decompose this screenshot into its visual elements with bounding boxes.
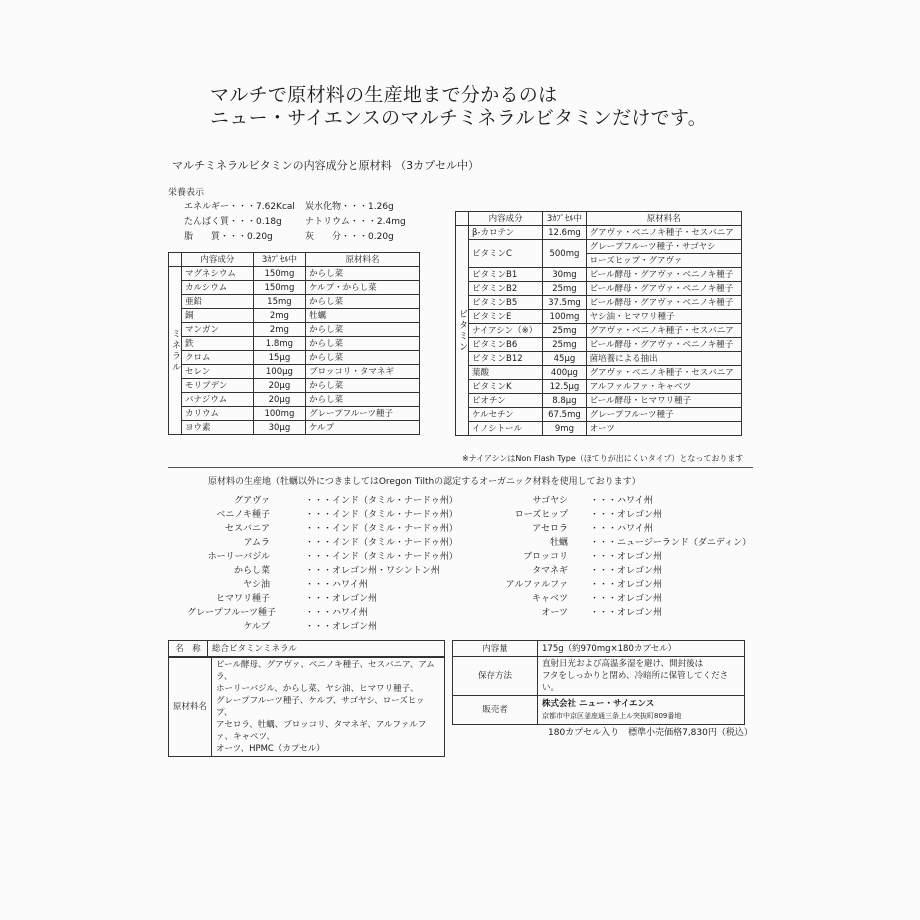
table-row bbox=[169, 267, 420, 281]
origin-name: ブロッコリ bbox=[523, 552, 568, 562]
cell-name: セレン bbox=[182, 365, 254, 379]
cell-material: オーツ bbox=[586, 422, 741, 436]
nutrition-label: エネルギー・・・ bbox=[184, 202, 257, 212]
nutrition-value: 2.4mg bbox=[376, 217, 406, 227]
headline-line-1: マルチで原材料の生産地まで分かるのは bbox=[210, 84, 558, 106]
cell-amount: 1.8mg bbox=[253, 337, 305, 351]
nutrition-value: 0.20g bbox=[368, 232, 394, 242]
seller-value bbox=[538, 696, 745, 725]
table-row bbox=[169, 379, 420, 393]
retail-price: 180カプセル入り 標準小売価格7,830円（税込） bbox=[548, 728, 753, 738]
cell-material: グレープフルーツ種子・サゴヤシ bbox=[586, 240, 741, 254]
header-amount: 3ｶﾌﾟｾﾙ中 bbox=[543, 212, 586, 226]
cell-material: ビール酵母・グアヴァ・ベニノキ種子 bbox=[586, 338, 741, 352]
cell-amount: 2mg bbox=[253, 323, 305, 337]
header-component: 内容成分 bbox=[469, 212, 543, 226]
cell-amount: 100mg bbox=[253, 407, 305, 421]
mineral-table bbox=[168, 252, 420, 435]
table-row bbox=[456, 296, 742, 310]
origin-name: アセロラ bbox=[532, 524, 568, 534]
cell-name: ナイアシン（※） bbox=[469, 324, 543, 338]
cell-amount: 45μg bbox=[543, 352, 586, 366]
cell-name: モリブデン bbox=[182, 379, 254, 393]
cell-name: 亜鉛 bbox=[182, 295, 254, 309]
cell-amount: 12.5μg bbox=[543, 380, 586, 394]
headline bbox=[210, 84, 707, 130]
origin-place: ・・・オレゴン州 bbox=[590, 580, 663, 590]
storage-line: 直射日光および高温多湿を避け、開封後は bbox=[542, 659, 704, 669]
table-row bbox=[456, 310, 742, 324]
origin-place: ・・・ハワイ州 bbox=[305, 608, 368, 618]
cell-name: 鉄 bbox=[182, 337, 254, 351]
cell-material: ケルプ・からし菜 bbox=[306, 281, 420, 295]
seller-label: 販売者 bbox=[453, 696, 538, 725]
origin-place: ・・・ハワイ州 bbox=[305, 580, 368, 590]
cell-name: 銅 bbox=[182, 309, 254, 323]
origin-name: からし菜 bbox=[233, 566, 270, 576]
origin-place: ・・・インド（タミル・ナードゥ州） bbox=[305, 524, 458, 534]
cell-material: ビール酵母・グアヴァ・ベニノキ種子 bbox=[586, 268, 741, 282]
cell-amount: 37.5mg bbox=[543, 296, 586, 310]
cell-name: マグネシウム bbox=[182, 267, 254, 281]
origin-place: ・・・オレゴン州 bbox=[590, 566, 663, 576]
table-row bbox=[169, 351, 420, 365]
cell-amount: 150mg bbox=[253, 281, 305, 295]
cell-amount: 100μg bbox=[253, 365, 305, 379]
origin-name: セスバニア bbox=[224, 524, 270, 534]
table-row bbox=[169, 658, 445, 757]
cell-material: ビール酵母・ヒマワリ種子 bbox=[586, 394, 741, 408]
table-row bbox=[169, 309, 420, 323]
cell-name: ビタミンB5 bbox=[469, 296, 543, 310]
origin-name: グアヴァ bbox=[234, 496, 270, 506]
origin-place: ・・・オレゴン州 bbox=[305, 594, 378, 604]
name-value: 総合ビタミンミネラル bbox=[208, 641, 445, 657]
cell-amount: 67.5mg bbox=[543, 408, 586, 422]
table-row bbox=[169, 281, 420, 295]
nutrition-label: 灰 分・・・ bbox=[305, 232, 369, 242]
cell-material: からし菜 bbox=[306, 351, 420, 365]
table-row bbox=[453, 696, 745, 725]
cell-amount: 30mg bbox=[543, 268, 586, 282]
origin-name: サゴヤシ bbox=[532, 496, 568, 506]
origin-name: ヒマワリ種子 bbox=[215, 594, 270, 604]
materials-line: ビール酵母、グアヴァ、ベニノキ種子、セスバニア、アムラ、 bbox=[216, 660, 435, 682]
section-divider bbox=[168, 467, 753, 468]
cell-amount: 25mg bbox=[543, 282, 586, 296]
table-row bbox=[169, 323, 420, 337]
header-amount: 3ｶﾌﾟｾﾙ中 bbox=[253, 253, 305, 267]
cell-name: カリウム bbox=[182, 407, 254, 421]
table-row bbox=[169, 393, 420, 407]
cell-material: 牡蠣 bbox=[306, 309, 420, 323]
cell-name: イノシトール bbox=[469, 422, 543, 436]
cell-material: ケルプ bbox=[306, 421, 420, 435]
header-component: 内容成分 bbox=[182, 253, 254, 267]
cell-material: 菌培養による抽出 bbox=[586, 352, 741, 366]
table-row bbox=[456, 366, 742, 380]
cell-material: アルファルファ・キャベツ bbox=[586, 380, 741, 394]
cell-amount: 20μg bbox=[253, 393, 305, 407]
table-row bbox=[456, 324, 742, 338]
vitamin-group-label: ビタミン bbox=[456, 226, 469, 436]
origin-place: ・・・インド（タミル・ナードゥ州） bbox=[305, 552, 458, 562]
table-row bbox=[169, 407, 420, 421]
origin-name: ローズヒップ bbox=[514, 510, 568, 520]
cell-material: グレープフルーツ種子 bbox=[586, 408, 741, 422]
cell-material: からし菜 bbox=[306, 267, 420, 281]
header-material: 原材料名 bbox=[586, 212, 741, 226]
origin-place: ・・・インド（タミル・ナードゥ州） bbox=[305, 510, 458, 520]
origin-place: ・・・ハワイ州 bbox=[590, 496, 653, 506]
cell-amount: 15μg bbox=[253, 351, 305, 365]
table-row bbox=[169, 421, 420, 435]
cell-amount: 100mg bbox=[543, 310, 586, 324]
mineral-group-header bbox=[169, 253, 182, 267]
cell-name: ビタミンB6 bbox=[469, 338, 543, 352]
table-row bbox=[453, 657, 745, 696]
cell-material: ビール酵母・グアヴァ・ベニノキ種子 bbox=[586, 296, 741, 310]
cell-material: からし菜 bbox=[306, 323, 420, 337]
table-row bbox=[456, 352, 742, 366]
origin-place: ・・・オレゴン州 bbox=[305, 622, 378, 632]
cell-name: 葉酸 bbox=[469, 366, 543, 380]
cell-material: からし菜 bbox=[306, 393, 420, 407]
cell-material: からし菜 bbox=[306, 337, 420, 351]
nutrition-label: ナトリウム・・・ bbox=[305, 217, 377, 227]
cell-name: ヨウ素 bbox=[182, 421, 254, 435]
origin-name: ヤシ油 bbox=[243, 580, 270, 590]
cell-amount: 20μg bbox=[253, 379, 305, 393]
cell-material: グレープフルーツ種子 bbox=[306, 407, 420, 421]
table-row bbox=[169, 337, 420, 351]
cell-name: バナジウム bbox=[182, 393, 254, 407]
nutrition-item-fat bbox=[184, 229, 273, 242]
cell-amount: 25mg bbox=[543, 338, 586, 352]
cell-name: クロム bbox=[182, 351, 254, 365]
materials-line: グレープフルーツ種子、ケルプ、サゴヤシ、ローズヒップ、 bbox=[216, 696, 425, 718]
cell-amount: 150mg bbox=[253, 267, 305, 281]
cell-amount: 2mg bbox=[253, 309, 305, 323]
storage-label: 保存方法 bbox=[453, 657, 538, 696]
origin-name: アルファルファ bbox=[505, 580, 568, 590]
storage-value bbox=[538, 657, 745, 696]
cell-name: マンガン bbox=[182, 323, 254, 337]
nutrition-value: 1.26g bbox=[368, 202, 394, 212]
origin-place: ・・・オレゴン州 bbox=[590, 594, 663, 604]
table-row bbox=[456, 226, 742, 240]
origin-title: 原材料の生産地（牡蠣以外につきましてはOregon Tilthの認定するオーガニック材料を使用しております） bbox=[208, 477, 641, 487]
cell-material: からし菜 bbox=[306, 379, 420, 393]
origin-name: タマネギ bbox=[531, 566, 568, 576]
origin-place: ・・・ハワイ州 bbox=[590, 524, 653, 534]
cell-amount: 400μg bbox=[543, 366, 586, 380]
table-row bbox=[456, 240, 742, 254]
origin-name: グレープフルーツ種子 bbox=[187, 608, 276, 618]
cell-amount: 9mg bbox=[543, 422, 586, 436]
nutrition-item-energy bbox=[184, 199, 295, 212]
table-row bbox=[456, 338, 742, 352]
storage-line: フタをしっかりと閉め、冷暗所に保管してください。 bbox=[542, 671, 729, 693]
mineral-table-header bbox=[169, 253, 420, 267]
table-row bbox=[456, 422, 742, 436]
nutrition-title: 栄養表示 bbox=[168, 188, 205, 198]
origin-name: 牡蠣 bbox=[549, 538, 568, 548]
nutrition-item-sodium bbox=[305, 214, 406, 227]
nutrition-item-carbs bbox=[305, 199, 394, 212]
origin-place: ・・・インド（タミル・ナードゥ州） bbox=[305, 496, 458, 506]
origin-name: ホーリーバジル bbox=[207, 552, 270, 562]
cell-name: ビタミンB1 bbox=[469, 268, 543, 282]
nutrition-label: たんぱく質・・・ bbox=[184, 217, 257, 227]
origin-place: ・・・オレゴン州 bbox=[590, 552, 663, 562]
nutrition-item-ash bbox=[305, 229, 394, 242]
nutrition-label: 炭水化物・・・ bbox=[305, 202, 369, 212]
table-row bbox=[453, 641, 745, 657]
materials-label: 原材料名 bbox=[169, 658, 212, 757]
origin-name: ケルプ bbox=[243, 622, 270, 632]
origin-name: アムラ bbox=[243, 538, 270, 548]
content-value: 175g（約970mg×180カプセル） bbox=[538, 641, 745, 657]
origin-place: ・・・インド（タミル・ナードゥ州） bbox=[305, 538, 458, 548]
table-row bbox=[456, 282, 742, 296]
cell-name: カルシウム bbox=[182, 281, 254, 295]
cell-amount: 8.8μg bbox=[543, 394, 586, 408]
content-label: 内容量 bbox=[453, 641, 538, 657]
vitamin-group-header bbox=[456, 212, 469, 226]
cell-material: グアヴァ・ベニノキ種子・セスバニア bbox=[586, 324, 741, 338]
origin-name: オーツ bbox=[541, 608, 568, 618]
origin-place: ・・・ニュージーランド（ダニディン） bbox=[590, 538, 752, 548]
cell-name: ビオチン bbox=[469, 394, 543, 408]
cell-name: ケルセチン bbox=[469, 408, 543, 422]
nutrition-value: 0.18g bbox=[256, 217, 282, 227]
table-row bbox=[456, 408, 742, 422]
origin-name: ベニノキ種子 bbox=[216, 510, 270, 520]
cell-material: グアヴァ・ベニノキ種子・セスバニア bbox=[586, 226, 741, 240]
product-name-table bbox=[168, 640, 445, 657]
origin-place: ・・・オレゴン州 bbox=[590, 510, 663, 520]
cell-amount: 12.6mg bbox=[543, 226, 586, 240]
table-row bbox=[456, 394, 742, 408]
name-label: 名 称 bbox=[169, 641, 208, 657]
headline-line-2: ニュー・サイエンスのマルチミネラルビタミンだけです。 bbox=[210, 107, 708, 129]
materials-line: ホーリーバジル、からし菜、ヤシ油、ヒマワリ種子、 bbox=[216, 684, 419, 694]
cell-amount: 25mg bbox=[543, 324, 586, 338]
origin-name: キャベツ bbox=[531, 594, 568, 604]
cell-name: β-カロテン bbox=[469, 226, 543, 240]
cell-amount: 30μg bbox=[253, 421, 305, 435]
nutrition-value: 7.62Kcal bbox=[256, 202, 295, 212]
origin-place: ・・・オレゴン州 bbox=[590, 608, 663, 618]
cell-name: ビタミンB12 bbox=[469, 352, 543, 366]
vitamin-table-header bbox=[456, 212, 742, 226]
product-detail-table bbox=[452, 640, 745, 725]
cell-material: からし菜 bbox=[306, 295, 420, 309]
table-row bbox=[456, 380, 742, 394]
materials-line: オーツ、HPMC（カプセル） bbox=[216, 744, 325, 754]
cell-material: グアヴァ・ベニノキ種子・セスバニア bbox=[586, 366, 741, 380]
cell-amount: 500mg bbox=[543, 240, 586, 268]
table-row bbox=[169, 295, 420, 309]
header-material: 原材料名 bbox=[306, 253, 420, 267]
cell-amount: 15mg bbox=[253, 295, 305, 309]
cell-name: ビタミンE bbox=[469, 310, 543, 324]
cell-name: ビタミンK bbox=[469, 380, 543, 394]
materials-value bbox=[212, 658, 445, 757]
materials-line: アセロラ、牡蠣、ブロッコリ、タマネギ、アルファルファ、キャベツ、 bbox=[216, 720, 427, 742]
origin-place: ・・・オレゴン州・ワシントン州 bbox=[305, 566, 440, 576]
section-subtitle: マルチミネラルビタミンの内容成分と原材料 （3カプセル中） bbox=[172, 159, 480, 172]
cell-material: ヤシ油・ヒマワリ種子 bbox=[586, 310, 741, 324]
cell-material: ビール酵母・グアヴァ・ベニノキ種子 bbox=[586, 282, 741, 296]
seller-name: 株式会社 ニュー・サイエンス bbox=[542, 699, 655, 709]
table-row bbox=[169, 641, 445, 657]
table-row bbox=[456, 268, 742, 282]
mineral-group-label: ミネラル bbox=[169, 267, 182, 435]
nutrition-item-protein bbox=[184, 214, 282, 227]
product-materials-table bbox=[168, 657, 445, 757]
nutrition-label: 脂 質・・・ bbox=[184, 232, 248, 242]
vitamin-table bbox=[455, 211, 742, 436]
cell-name: ビタミンB2 bbox=[469, 282, 543, 296]
cell-name: ビタミンC bbox=[469, 240, 543, 268]
nutrition-value: 0.20g bbox=[247, 232, 273, 242]
seller-address: 京都市中京区釜座通三条上ル突抜町809番地 bbox=[542, 712, 682, 720]
cell-material: ローズヒップ・グアヴァ bbox=[586, 254, 741, 268]
cell-material: ブロッコリ・タマネギ bbox=[306, 365, 420, 379]
table-row bbox=[169, 365, 420, 379]
niacin-note: ※ナイアシンはNon Flash Type（ほてりが出にくいタイプ）となっております bbox=[462, 454, 744, 463]
